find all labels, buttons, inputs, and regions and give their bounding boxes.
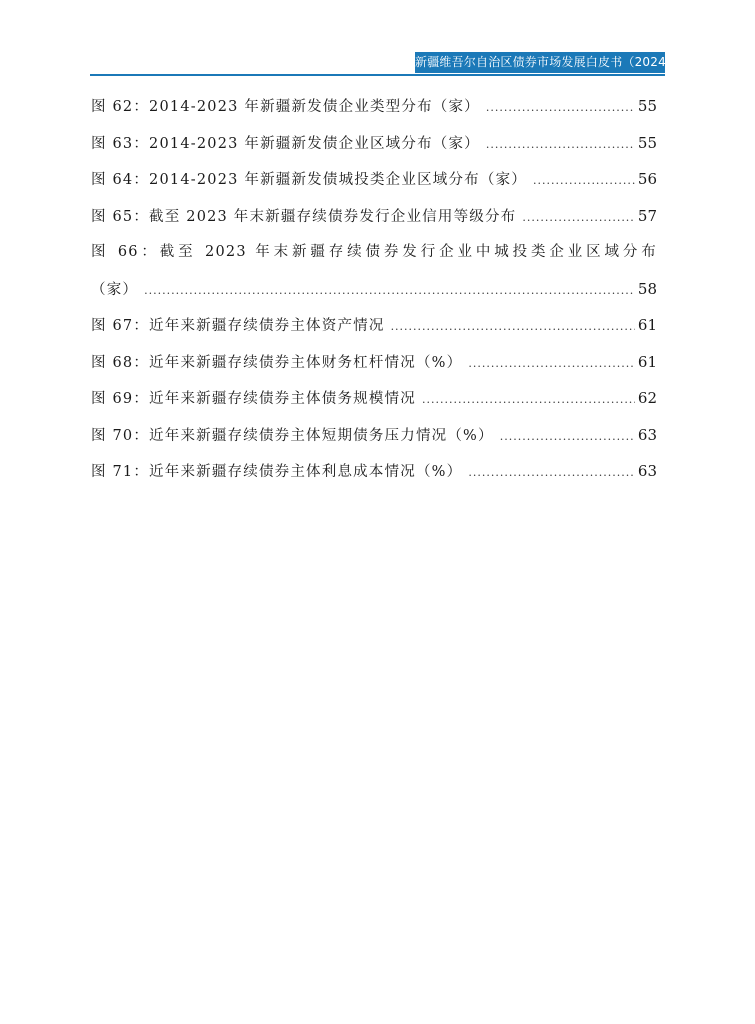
- toc-leader-dots: [468, 455, 635, 492]
- toc-entry-page: 61: [637, 352, 657, 371]
- toc-entry-fig66-line1[interactable]: [91, 234, 657, 271]
- toc-entry-label: 图 67：近年来新疆存续债券主体资产情况: [91, 318, 385, 334]
- toc-entry-page: 58: [637, 279, 657, 298]
- toc-leader-dots: [468, 346, 635, 383]
- toc-entry-page: 61: [637, 316, 657, 334]
- toc-entry-label: 图 64：2014-2023 年新疆新发债城投类企业区域分布（家）: [91, 172, 527, 188]
- toc-entry-label: 图 66：截至 2023 年末新疆存续债券发行企业中城投类企业区域分布: [91, 244, 657, 260]
- toc-entry-fig65[interactable]: [91, 198, 657, 235]
- toc-leader-dots: [422, 382, 635, 419]
- toc-entry-fig63[interactable]: [91, 125, 657, 162]
- toc-entry-label: 图 65：截至 2023 年末新疆存续债券发行企业信用等级分布: [91, 208, 517, 225]
- toc-leader-dots: [486, 90, 635, 127]
- toc-entry-page: 62: [637, 389, 657, 407]
- toc-entry-label: 图 62：2014-2023 年新疆新发债企业类型分布（家）: [91, 99, 480, 115]
- toc-entry-page: 55: [637, 133, 657, 152]
- toc-entry-page: 63: [637, 462, 657, 480]
- toc-entry-fig62[interactable]: [91, 88, 657, 125]
- toc-entry-page: 57: [637, 206, 657, 225]
- toc-entry-label: 图 71：近年来新疆存续债券主体利息成本情况（%）: [91, 464, 463, 480]
- toc-entry-label-continued: （家）: [91, 281, 139, 298]
- toc-leader-dots: [522, 200, 635, 237]
- toc-entry-fig66-line2[interactable]: [91, 271, 657, 308]
- toc-entry-fig69[interactable]: [91, 380, 657, 417]
- toc-entry-fig70[interactable]: [91, 417, 657, 454]
- toc-entry-fig64[interactable]: [91, 161, 657, 198]
- toc-entry-label: 图 63：2014-2023 年新疆新发债企业区域分布（家）: [91, 135, 480, 152]
- toc-entry-fig67[interactable]: [91, 307, 657, 344]
- figure-index-list: [91, 88, 657, 490]
- toc-entry-page: 56: [637, 170, 657, 188]
- toc-entry-label: 图 70：近年来新疆存续债券主体短期债务压力情况（%）: [91, 427, 494, 444]
- document-header-title: 新疆维吾尔自治区债券市场发展白皮书（2024）: [415, 52, 665, 73]
- toc-entry-page: 63: [637, 425, 657, 444]
- toc-leader-dots: [500, 419, 635, 456]
- header-divider: [90, 74, 665, 76]
- toc-leader-dots: [533, 163, 635, 200]
- toc-entry-fig68[interactable]: [91, 344, 657, 381]
- toc-leader-dots: [144, 273, 635, 310]
- toc-entry-page: 55: [637, 97, 657, 115]
- toc-entry-label: 图 68：近年来新疆存续债券主体财务杠杆情况（%）: [91, 354, 463, 371]
- toc-entry-fig71[interactable]: [91, 453, 657, 490]
- toc-entry-label: 图 69：近年来新疆存续债券主体债务规模情况: [91, 391, 416, 407]
- toc-leader-dots: [391, 309, 635, 346]
- toc-leader-dots: [486, 127, 635, 164]
